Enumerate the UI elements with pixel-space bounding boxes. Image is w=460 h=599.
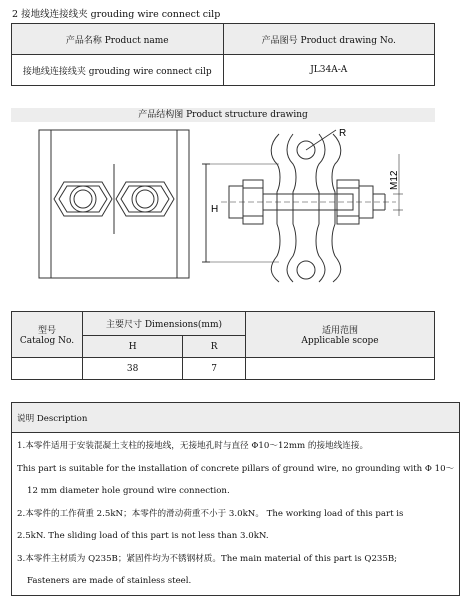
section-heading: 2 接地线连接线夹 grouding wire connect cilp bbox=[12, 9, 221, 20]
applicable-scope-header: 适用范围 Applicable scope bbox=[246, 312, 435, 358]
description-line: This part is suitable for the installation of concrete pillars of ground wire, no grounding with Φ 10～ bbox=[17, 463, 455, 474]
r-column-header: R bbox=[183, 336, 246, 358]
description-table bbox=[11, 402, 460, 596]
description-title: 说明 Description bbox=[12, 403, 460, 433]
product-structure-drawing bbox=[11, 124, 435, 304]
lower-wire-groove bbox=[297, 261, 315, 279]
dimensions-header: 主要尺寸 Dimensions(mm) bbox=[83, 312, 246, 336]
dimensions-table bbox=[11, 311, 435, 380]
left-clamp-plate bbox=[271, 134, 280, 282]
description-line: 1.本零件适用于安装混凝土支柱的接地线，无接地孔时与直径 Φ10～12mm 的接地线连接。 bbox=[17, 441, 369, 451]
catalog-cell bbox=[12, 358, 83, 380]
height-dimension-label: H bbox=[211, 204, 219, 215]
r-value-cell: 7 bbox=[183, 358, 246, 380]
hex-nut-right bbox=[116, 182, 174, 216]
bolt-size-label: M12 bbox=[389, 170, 400, 190]
scope-cell bbox=[246, 358, 435, 380]
right-clamp-plate bbox=[332, 134, 341, 282]
product-drawing-value: JL34A-A bbox=[223, 55, 435, 86]
bolt-assembly bbox=[221, 180, 396, 224]
description-body bbox=[12, 433, 460, 596]
radius-dimension-label: R bbox=[339, 128, 347, 139]
h-column-header: H bbox=[83, 336, 183, 358]
description-line: Fasteners are made of stainless steel. bbox=[27, 576, 192, 586]
catalog-header: 型号 Catalog No. bbox=[12, 312, 83, 358]
product-name-value: 接地线连接线夹 grouding wire connect cilp bbox=[12, 55, 224, 86]
description-line: 3.本零件主材质为 Q235B；紧固件均为不锈钢材质。The main material of this part is Q235B; bbox=[17, 553, 398, 564]
product-info-table bbox=[11, 23, 435, 86]
product-drawing-header: 产品图号 Product drawing No. bbox=[223, 24, 435, 55]
hex-nut-left bbox=[54, 182, 112, 216]
description-line: 2.5kN. The sliding load of this part is not less than 3.0kN. bbox=[17, 531, 269, 541]
description-line: 2.本零件的工作荷重 2.5kN；本零件的滑动荷重不小于 3.0kN。 The working load of this part is bbox=[17, 508, 404, 519]
product-name-header: 产品名称 Product name bbox=[12, 24, 224, 55]
h-value-cell: 38 bbox=[83, 358, 183, 380]
front-view bbox=[39, 130, 189, 278]
side-view bbox=[202, 130, 403, 282]
structure-drawing-title: 产品结构图 Product structure drawing bbox=[11, 108, 435, 122]
description-line: 12 mm diameter hole ground wire connection. bbox=[27, 486, 230, 496]
